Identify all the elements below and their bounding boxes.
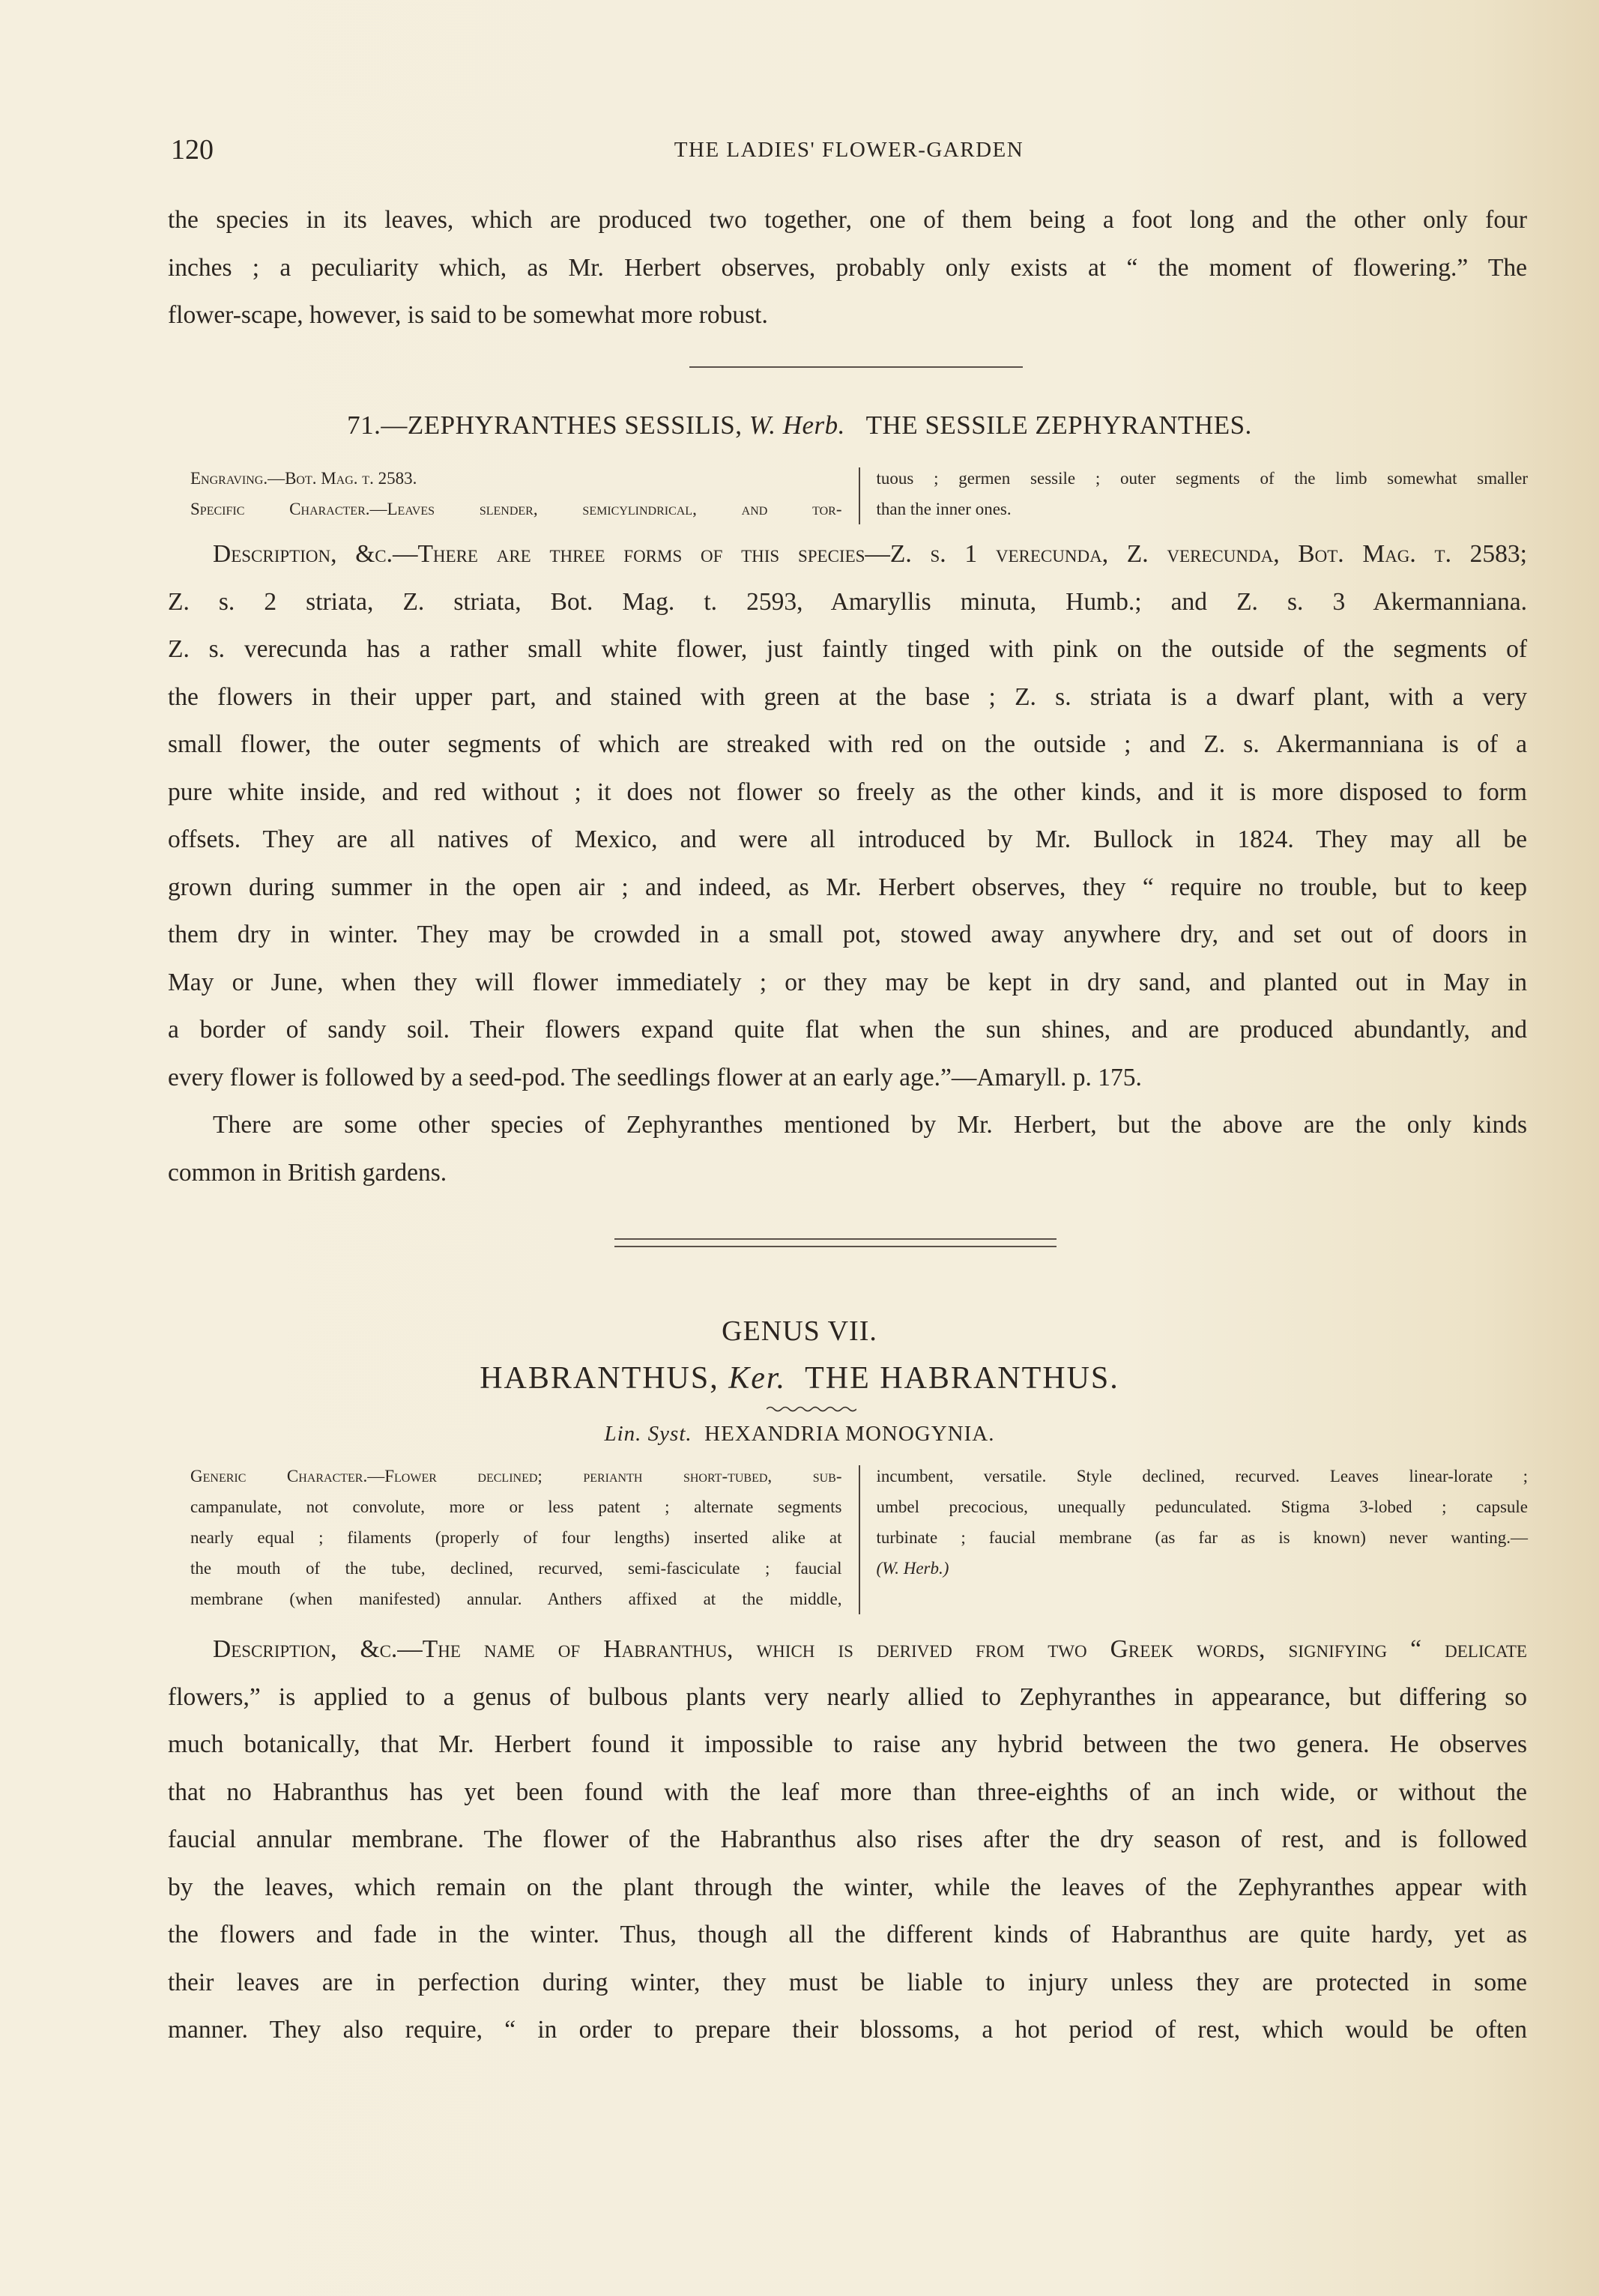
species-number-name: 71.—ZEPHYRANTHES SESSILIS, (347, 411, 749, 440)
genus-name: HABRANTHUS, (480, 1361, 729, 1396)
text-line: flower-scape, however, is said to be somewhat more robust. (168, 301, 768, 329)
description-habranthus (168, 1626, 1527, 2054)
engraving-line: Engraving.—Bot. Mag. t. 2583. (190, 469, 417, 488)
species-common-name: THE SESSILE ZEPHYRANTHES. (865, 411, 1252, 440)
character-line: incumbent, versatile. Style declined, recurved. Leaves linear-lorate ; (876, 1467, 1528, 1485)
character-line: nearly equal ; filaments (properly of four lengths) inserted alike at (190, 1528, 842, 1547)
page-header (171, 133, 1527, 171)
text-line: Z. s. verecunda has a rather small white flower, just faintly tinged with pink on the outside of the segments of (168, 635, 1527, 663)
character-line: (W. Herb.) (876, 1559, 949, 1578)
text-line: much botanically, that Mr. Herbert found it impossible to raise any hybrid between the two genera. He observes (168, 1730, 1527, 1758)
species-heading (0, 411, 1599, 440)
text-line: May or June, when they will flower immediately ; or they may be kept in dry sand, and planted out in May in (168, 968, 1527, 996)
text-line: the flowers in their upper part, and stained with green at the base ; Z. s. striata is a dwarf plant, with a very (168, 682, 1527, 711)
text-line: common in British gardens. (168, 1158, 447, 1187)
species-characters-right (877, 463, 1529, 524)
description-zephyranthes (168, 530, 1527, 1196)
character-line: campanulate, not convolute, more or less patent ; alternate segments (190, 1497, 842, 1516)
text-line: manner. They also require, “ in order to prepare their blossoms, a hot period of rest, which would be often (168, 2016, 1527, 2044)
generic-character (190, 1461, 1528, 1614)
page-number: 120 (171, 134, 214, 166)
character-line: tuous ; germen sessile ; outer segments of the limb somewhat smaller (876, 469, 1528, 488)
generic-character-left (190, 1461, 842, 1614)
character-line: umbel precocious, unequally pedunculated. Stigma 3-lobed ; capsule (876, 1497, 1528, 1516)
text-line: by the leaves, which remain on the plant through the winter, while the leaves of the Zephyranthes appear with (168, 1873, 1527, 1901)
text-line: offsets. They are all natives of Mexico, and were all introduced by Mr. Bullock in 1824. They may all be (168, 826, 1527, 853)
genus-authority: Ker. (728, 1361, 787, 1396)
text-line: the species in its leaves, which are produced two together, one of them being a foot long and the other only four (168, 206, 1527, 234)
running-head: THE LADIES' FLOWER-GARDEN (674, 138, 1024, 162)
column-divider (859, 467, 860, 524)
lin-syst-value: HEXANDRIA MONOGYNIA. (704, 1422, 995, 1446)
text-line: them dry in winter. They may be crowded in a small pot, stowed away anywhere dry, and set out of doors in (168, 921, 1527, 948)
text-line: grown during summer in the open air ; and indeed, as Mr. Herbert observes, they “ require no trouble, but to keep (168, 873, 1527, 901)
species-characters-left (190, 463, 842, 524)
genus-number: GENUS VII. (722, 1315, 877, 1347)
wavy-ornament (767, 1405, 856, 1413)
species-authority: W. Herb. (749, 411, 845, 440)
text-line: small flower, the outer segments of which are streaked with red on the outside ; and Z. s. Akermanniana is of a (168, 730, 1527, 758)
character-line: than the inner ones. (876, 500, 1012, 518)
section-rule (689, 366, 1023, 368)
text-line: faucial annular membrane. The flower of the Habranthus also rises after the dry season of rest, and is followed (168, 1826, 1527, 1853)
text-line: There are some other species of Zephyranthes mentioned by Mr. Herbert, but the above are the only kinds (213, 1111, 1527, 1139)
character-line: turbinate ; faucial membrane (as far as is known) never wanting.— (876, 1528, 1528, 1547)
text-line: Description, &c.—There are three forms of this species—Z. s. 1 verecunda, Z. verecunda, Bot. Mag. t. 2583; (213, 540, 1527, 568)
specific-character-line: Specific Character.—Leaves slender, semicylindrical, and tor- (190, 500, 842, 518)
character-line: the mouth of the tube, declined, recurved, semi-fasciculate ; faucial (190, 1559, 842, 1578)
lin-syst-label: Lin. Syst. (604, 1422, 692, 1446)
genus-common-name: THE HABRANTHUS. (805, 1361, 1119, 1396)
text-line: every flower is followed by a seed-pod. The seedlings flower at an early age.”—Amaryll. p. 175. (168, 1063, 1142, 1091)
text-line: Description, &c.—The name of Habranthus, which is derived from two Greek words, signifying “ delicate (213, 1635, 1527, 1663)
text-line: a border of sandy soil. Their flowers expand quite flat when the sun shines, and are produced abundantly, and (168, 1016, 1527, 1044)
text-line: inches ; a peculiarity which, as Mr. Herbert observes, probably only exists at “ the moment of flowering.” The (168, 253, 1527, 282)
generic-character-right (877, 1461, 1529, 1614)
linnaean-system (0, 1422, 1599, 1447)
text-line: their leaves are in perfection during winter, they must be liable to injury unless they are protected in some (168, 1968, 1527, 1996)
genus-double-rule (614, 1238, 1057, 1247)
character-line: membrane (when manifested) annular. Anthers affixed at the middle, (190, 1590, 842, 1608)
column-divider (859, 1465, 860, 1614)
text-line: pure white inside, and red without ; it does not flower so freely as the other kinds, and it is more disposed to form (168, 778, 1527, 806)
species-characters (190, 463, 1528, 524)
text-line: that no Habranthus has yet been found with the leaf more than three-eighths of an inch wide, or without the (168, 1778, 1527, 1806)
text-line: Z. s. 2 striata, Z. striata, Bot. Mag. t. 2593, Amaryllis minuta, Humb.; and Z. s. 3 Akermanniana. (168, 587, 1527, 616)
text-line: flowers,” is applied to a genus of bulbous plants very nearly allied to Zephyranthes in appearance, but differing so (168, 1682, 1527, 1711)
character-line: Generic Character.—Flower declined; perianth short-tubed, sub- (190, 1467, 842, 1485)
genus-heading (0, 1360, 1599, 1396)
text-line: the flowers and fade in the winter. Thus, though all the different kinds of Habranthus are quite hardy, yet as (168, 1921, 1527, 1948)
intro-paragraph (168, 196, 1527, 339)
